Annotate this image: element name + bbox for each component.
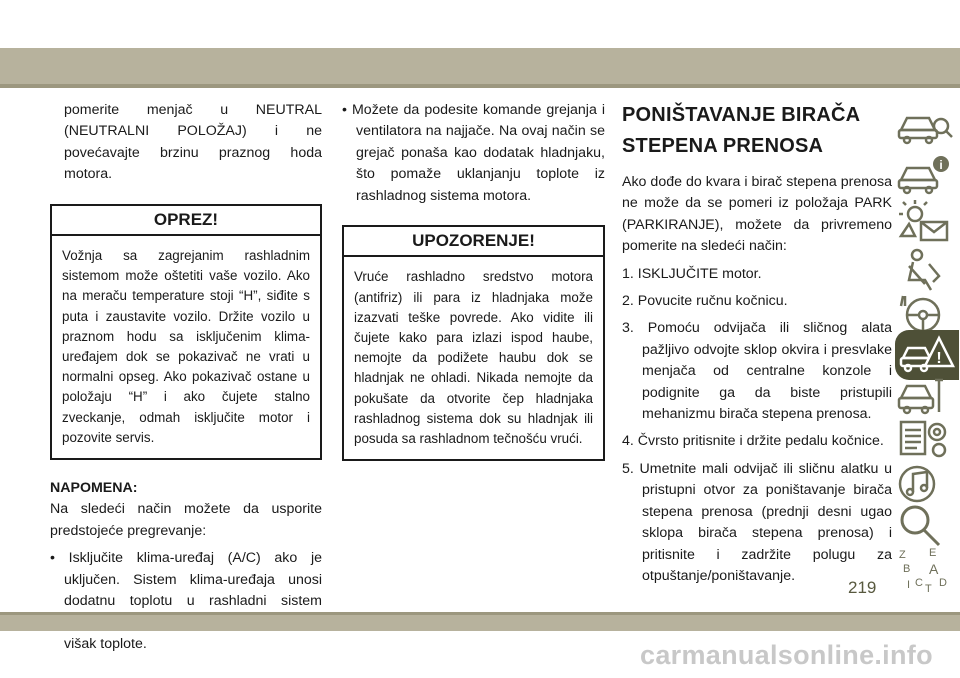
car-inspection-icon[interactable] — [895, 100, 959, 150]
header-band — [0, 0, 960, 48]
warning-body: Vruće rashladno sredstvo motora (antifriz) ili para iz hladnjaka može izazvati teške povrede. Ako vidite ili čujete kako para izlazi ispod haube, nemojte da podižete haubu dok se hladnjak ne ohladi. Nikada nemojte da pokušate da otvorite čep hladnjaka rashladnog sistema dok su hladnjak ili posuda sa rashladnom tečnošću vrući. — [354, 269, 593, 447]
svg-text:!: ! — [936, 350, 942, 367]
index-icon[interactable] — [895, 546, 959, 596]
svg-text:Z: Z — [899, 549, 906, 561]
svg-text:A: A — [929, 561, 939, 577]
warning-box — [342, 225, 605, 461]
intro-continuation: pomerite menjač u NEUTRAL (NEUTRALNI POLOŽAJ) i ne povećavajte brzinu praznog hoda motora. — [64, 102, 322, 183]
bullet-ac: • Isključite klima-uređaj (A/C) ako je uključen. Sistem klima-uređaja unosi dodatnu toplotu u rashladni sistem višak toplote. — [50, 550, 322, 652]
column-middle — [342, 100, 605, 461]
heading-line-1: PONIŠTAVANJE BIRAČA — [622, 104, 861, 126]
svg-text:i: i — [939, 158, 943, 172]
caution-title: OPREZ! — [52, 206, 320, 236]
section-heading — [622, 100, 892, 162]
svg-text:E: E — [929, 547, 937, 559]
svg-text:T: T — [925, 583, 932, 595]
seat-safety-icon[interactable] — [895, 246, 959, 296]
bullet-heater: • Možete da podesite komande grejanja i ventilatora na najjače. Na ovaj način se grejač ponaša kao dodatak hladnjaku, što pomaže uklanjanju toplote iz rashladnog sistema motora. — [342, 102, 605, 204]
search-icon[interactable] — [895, 500, 959, 550]
heading-line-2: STEPENA PRENOSA — [622, 135, 824, 157]
warning-title: UPOZORENJE! — [344, 227, 603, 257]
step-4: 4. Čvrsto pritisnite i držite pedalu kočnice. — [622, 433, 884, 450]
step-1: 1. ISKLJUČITE motor. — [622, 265, 762, 282]
watermark: carmanualsonline.info — [640, 640, 933, 670]
section-intro: Ako dođe do kvara i birač stepena prenosa ne može da se pomeri iz položaja PARK (PARKIRANJE), možete da privremeno pomerite na sledeći način: — [622, 174, 892, 255]
header-rule — [0, 84, 960, 88]
note-title: NAPOMENA: — [50, 480, 138, 497]
svg-text:D: D — [939, 577, 947, 589]
footer-band — [0, 612, 960, 631]
specifications-icon[interactable] — [895, 414, 959, 464]
svg-text:B: B — [903, 563, 911, 575]
header-color-band — [0, 48, 960, 84]
step-5: 5. Umetnite mali odvijač ili sličnu alatku u pristupni otvor za poništavanje birača stepena prenosa (prednji desni ugao sklopa birača stepena prenosa) i pritisnite i zadržite polugu za otpuštanje/poništavanje. — [622, 460, 892, 584]
step-2: 2. Povucite ručnu kočnicu. — [622, 293, 788, 310]
svg-text:I: I — [907, 579, 911, 591]
caution-body: Vožnja sa zagrejanim rashladnim sistemom može oštetiti vaše vozilo. Ako na meraču temperature stoji “H”, siđite s puta i zaustavite vozilo. Držite vozilo u praznom hodu sa isključenim klima-uređajem dok se pokazivač ne vrati u normalni opseg. Ako pokazivač ostane u položaju “H” i ako čujete stalno zveckanje, odmah isključite motor i pozovite servis. — [62, 248, 310, 445]
column-right — [622, 100, 892, 587]
page-number: 219 — [848, 578, 877, 597]
step-3: 3. Pomoću odvijača ili sličnog alata pažljivo odvojte sklop okvira i presvlake menjača od centralne konzole i podignite ga da biste pristupili mehanizmu birača stepena prenosa. — [622, 320, 892, 423]
svg-text:C: C — [915, 577, 923, 589]
column-left — [50, 100, 322, 655]
caution-box — [50, 204, 322, 460]
car-info-icon[interactable] — [895, 150, 959, 200]
note-text: Na sledeći način možete da usporite predstojeće pregrevanje: — [50, 501, 322, 539]
dashboard-lights-icon[interactable] — [895, 196, 959, 246]
